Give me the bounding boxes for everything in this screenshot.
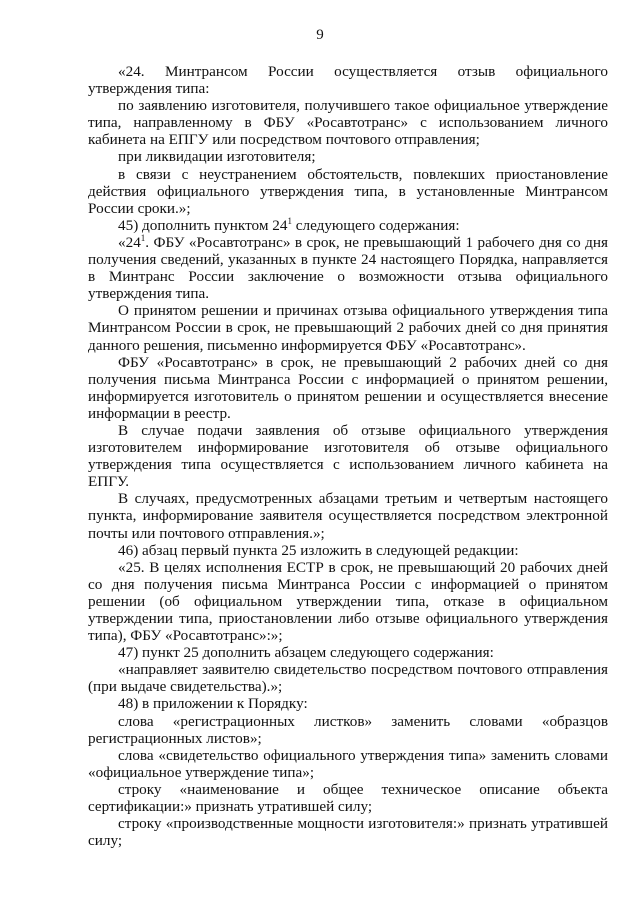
paragraph-text: «24 bbox=[118, 233, 141, 251]
paragraph: в связи с неустранением обстоятельств, повлекших приостановление действия официального утверждения типа, в установленные Минтрансом России сроки.»; bbox=[88, 165, 608, 217]
superscript: 1 bbox=[140, 232, 146, 243]
paragraph: «24. Минтрансом России осуществляется отзыв официального утверждения типа: bbox=[88, 63, 608, 98]
paragraph: «направляет заявителю свидетельство посредством почтового отправления (при выдаче свидетельства).»; bbox=[88, 661, 608, 696]
page-number: 9 bbox=[316, 27, 324, 43]
paragraph: «25. В целях исполнения ЕСТР в срок, не превышающий 20 рабочих дней со дня получения письма Минтранса России с информацией о принятом решении (об официальном утверждении типа, отказе в официальном утверждении типа, приостановлении либо отзыве официального утверждения типа), ФБУ «Росавтотранс»:»; bbox=[88, 558, 608, 645]
paragraph: 48) в приложении к Порядку: bbox=[118, 695, 308, 713]
paragraph: 47) пункт 25 дополнить абзацем следующего содержания: bbox=[118, 644, 494, 662]
document-body bbox=[88, 63, 608, 849]
paragraph-text: 45) дополнить пунктом 24 bbox=[118, 216, 288, 234]
paragraph: при ликвидации изготовителя; bbox=[118, 148, 316, 166]
paragraph bbox=[88, 234, 608, 302]
paragraph: слова «регистрационных листков» заменить словами «образцов регистрационных листов»; bbox=[88, 712, 608, 747]
paragraph: ФБУ «Росавтотранс» в срок, не превышающий 2 рабочих дней со дня получения письма Минтранса России с информацией о принятом решении, информируется изготовитель о принятом решении и осуществляется внесение информации в реестр. bbox=[88, 353, 608, 422]
paragraph: строку «производственные мощности изготовителя:» признать утратившей силу; bbox=[88, 815, 608, 850]
paragraph: В случае подачи заявления об отзыве официального утверждения изготовителем информирование изготовителя об отзыве официального утверждения типа осуществляется с использованием личного кабинета на ЕПГУ. bbox=[88, 421, 608, 491]
paragraph: по заявлению изготовителя, получившего такое официальное утверждение типа, направленному в ФБУ «Росавтотранс» с использованием личного кабинета на ЕПГУ или посредством почтового отправления; bbox=[88, 97, 608, 149]
paragraph bbox=[88, 217, 608, 234]
paragraph: слова «свидетельство официального утверждения типа» заменить словами «официальное утверждение типа»; bbox=[88, 746, 608, 781]
paragraph: О принятом решении и причинах отзыва официального утверждения типа Минтрансом России в срок, не превышающий 2 рабочих дней со дня принятия данного решения, письменно информируется ФБУ «Росавтотранс». bbox=[88, 302, 608, 354]
paragraph: В случаях, предусмотренных абзацами третьим и четвертым настоящего пункта, информирование заявителя осуществляется посредством электронной почты или почтового отправления.»; bbox=[88, 490, 608, 542]
paragraph: строку «наименование и общее техническое описание объекта сертификации:» признать утратившей силу; bbox=[88, 780, 608, 816]
paragraph-text: . ФБУ «Росавтотранс» в срок, не превышающий 1 рабочего дня со дня получения сведений, указанных в пункте 24 настоящего Порядка, направляется в Минтранс России заключение о возможности отзыва официального утверждения типа. bbox=[88, 233, 608, 303]
superscript: 1 bbox=[287, 215, 292, 226]
paragraph-text: следующего содержания: bbox=[291, 216, 460, 234]
paragraph: 46) абзац первый пункта 25 изложить в следующей редакции: bbox=[118, 541, 519, 559]
